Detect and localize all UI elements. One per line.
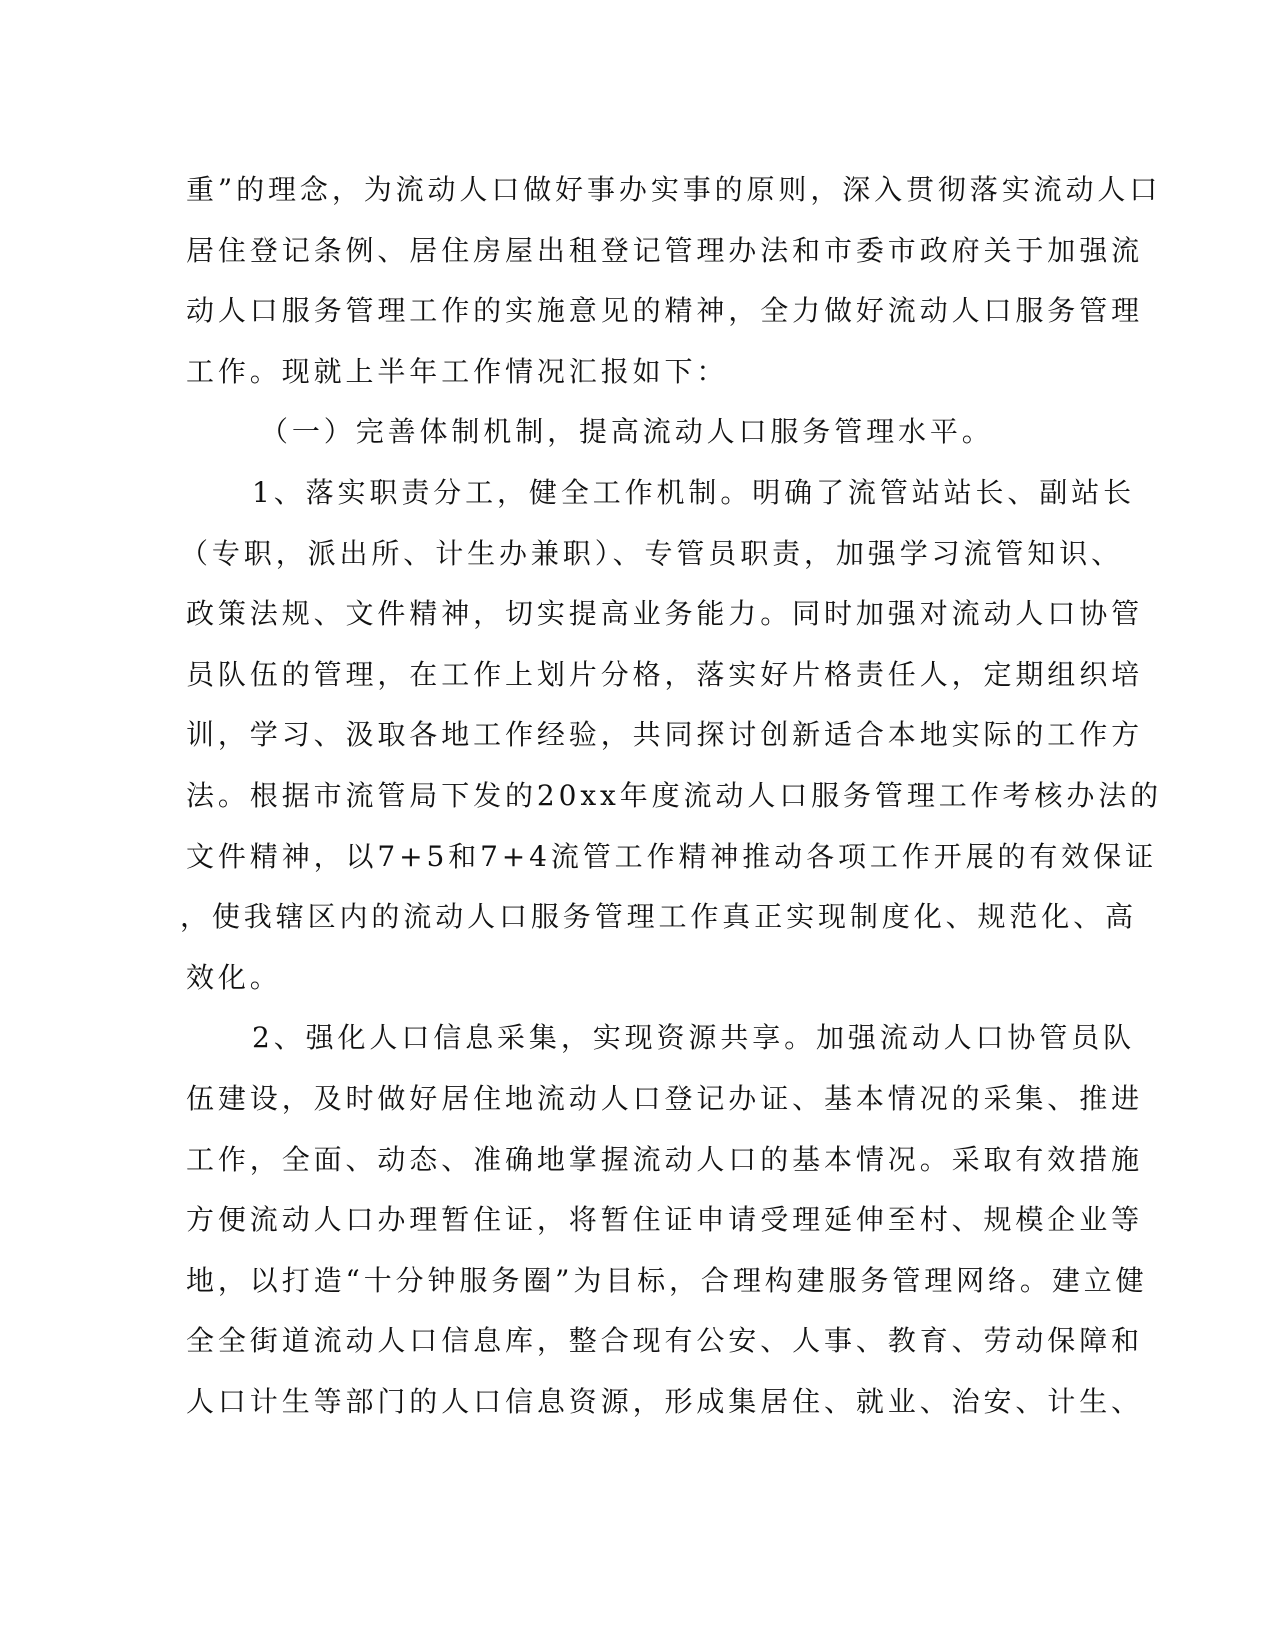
text-line: 伍建设，及时做好居住地流动人口登记办证、基本情况的采集、推进 [186, 1081, 1144, 1115]
text-line: 居住登记条例、居住房屋出租登记管理办法和市委市政府关于加强流 [186, 233, 1144, 267]
text-line: 效化。 [186, 960, 282, 994]
text-line: 员队伍的管理，在工作上划片分格，落实好片格责任人，定期组织培 [186, 657, 1144, 691]
text-line: （专职，派出所、计生办兼职）、专管员职责，加强学习流管知识、 [180, 536, 1124, 570]
text-line: ，使我辖区内的流动人口服务管理工作真正实现制度化、规范化、高 [180, 900, 1138, 934]
text-line: 训，学习、汲取各地工作经验，共同探讨创新适合本地实际的工作方 [186, 718, 1144, 752]
text-line: 重”的理念，为流动人口做好事办实事的原则，深入贯彻落实流动人口 [186, 173, 1162, 206]
text-line: 文件精神，以7+5和7+4流管工作精神推动各项工作开展的有效保证 [186, 839, 1157, 873]
paragraph-start: 1、落实职责分工，健全工作机制。明确了流管站站长、副站长 [252, 475, 1136, 509]
text-line: 工作。现就上半年工作情况汇报如下： [186, 354, 729, 388]
paragraph-start: 2、强化人口信息采集，实现资源共享。加强流动人口协管员队 [252, 1021, 1136, 1055]
text-line: 人口计生等部门的人口信息资源，形成集居住、就业、治安、计生、 [186, 1384, 1144, 1418]
text-line: 法。根据市流管局下发的20xx年度流动人口服务管理工作考核办法的 [186, 778, 1163, 812]
text-line: 工作，全面、动态、准确地掌握流动人口的基本情况。采取有效措施 [186, 1142, 1144, 1176]
section-heading: （一）完善体制机制，提高流动人口服务管理水平。 [260, 415, 994, 449]
text-line: 全全街道流动人口信息库，整合现有公安、人事、教育、劳动保障和 [186, 1324, 1144, 1358]
text-line: 方便流动人口办理暂住证，将暂住证申请受理延伸至村、规模企业等 [186, 1203, 1144, 1237]
text-line: 地，以打造“十分钟服务圈”为目标，合理构建服务管理网络。建立健 [186, 1263, 1148, 1297]
text-line: 政策法规、文件精神，切实提高业务能力。同时加强对流动人口协管 [186, 597, 1144, 631]
text-line: 动人口服务管理工作的实施意见的精神，全力做好流动人口服务管理 [186, 294, 1144, 328]
body-text [180, 160, 1163, 1432]
